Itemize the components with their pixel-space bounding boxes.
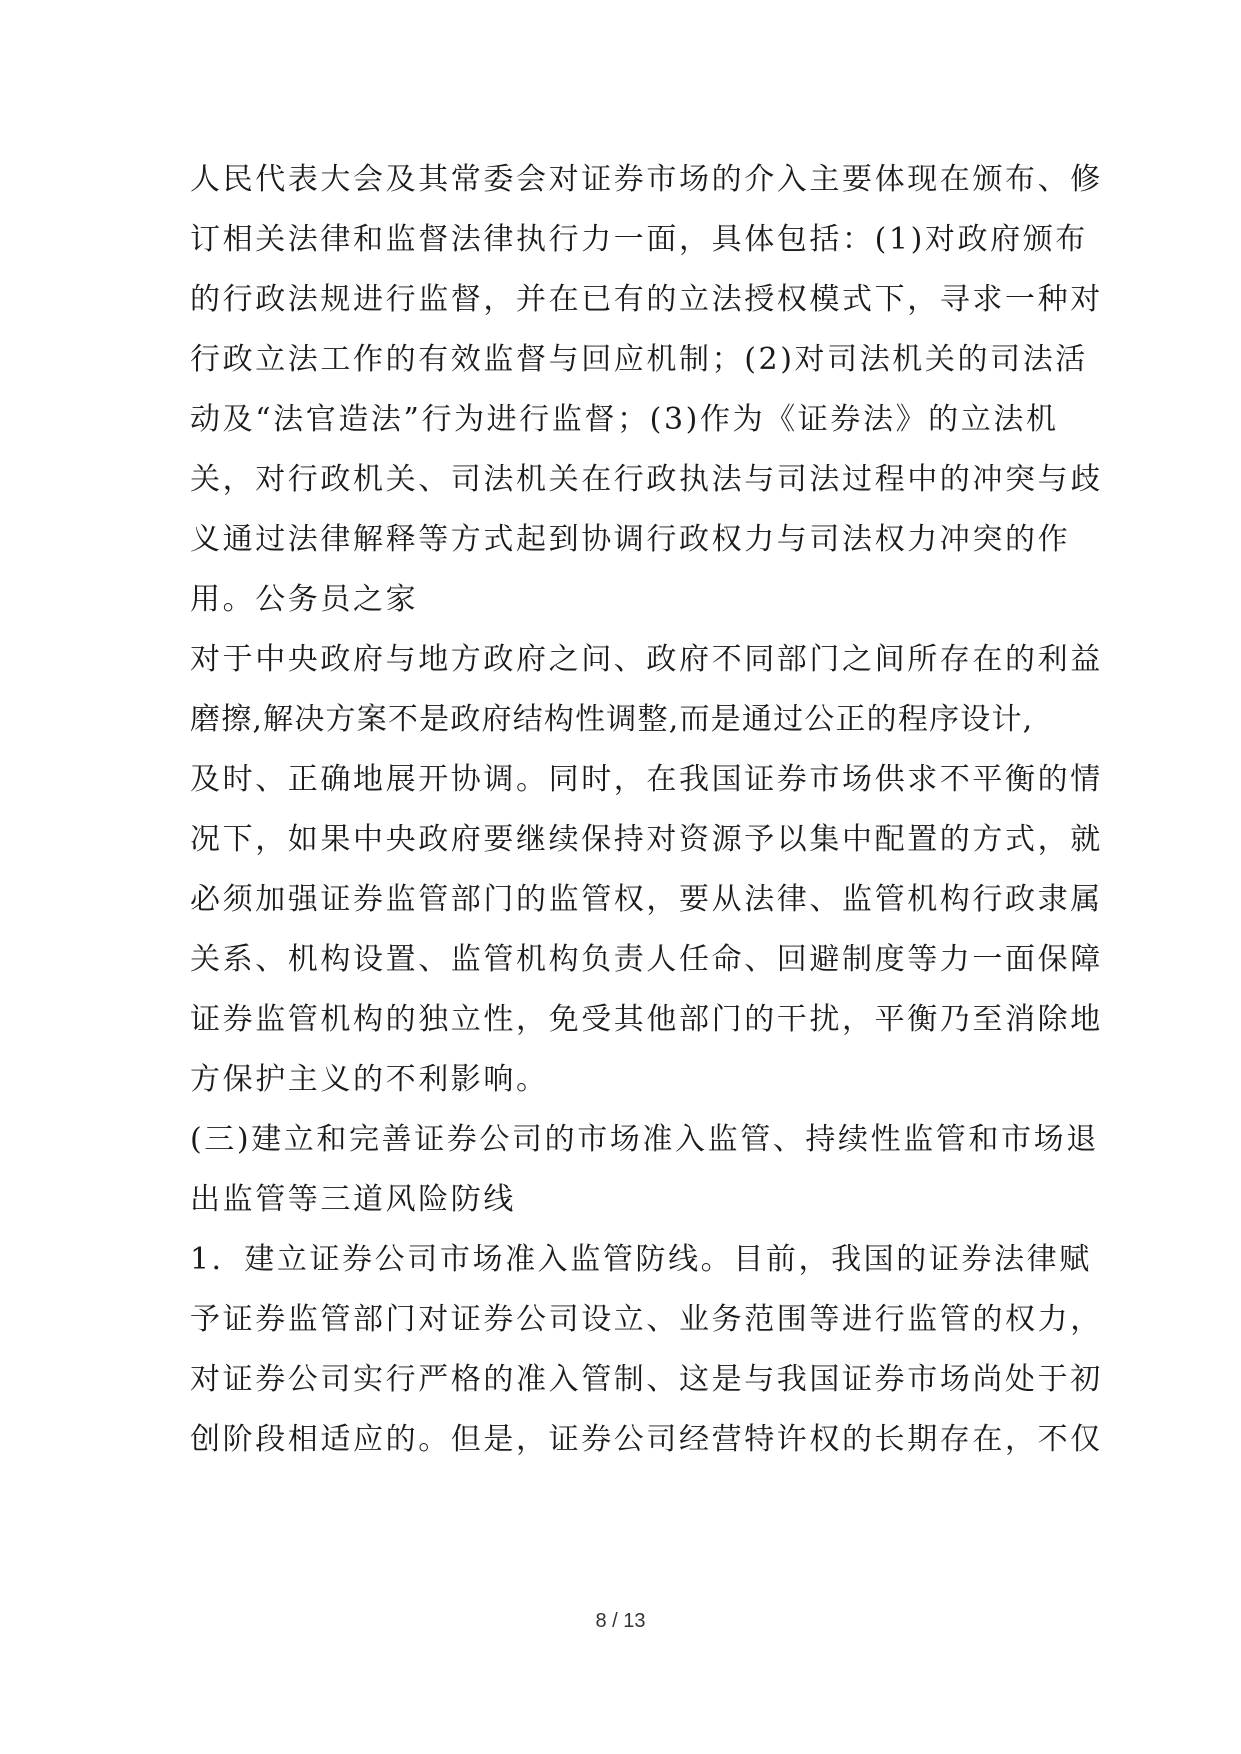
text-line: 关系、机构设置、监管机构负责人任命、回避制度等力一面保障 [190, 942, 1103, 977]
text-line: 的行政法规进行监督，并在已有的立法授权模式下，寻求一种对 [190, 282, 1103, 317]
text-line: 证券监管机构的独立性，免受其他部门的干扰，平衡乃至消除地 [190, 1002, 1103, 1037]
text-line: 订相关法律和监督法律执行力一面，具体包括：(1)对政府颁布 [190, 222, 1088, 257]
body-text [190, 150, 1103, 1470]
text-line: 关，对行政机关、司法机关在行政执法与司法过程中的冲突与歧 [190, 462, 1103, 497]
text-line: 必须加强证券监管部门的监管权，要从法律、监管机构行政隶属 [190, 882, 1103, 917]
text-line: 人民代表大会及其常委会对证券市场的介入主要体现在颁布、修 [190, 162, 1103, 197]
page-number: 8 / 13 [595, 1610, 646, 1632]
text-line: 况下，如果中央政府要继续保持对资源予以集中配置的方式，就 [190, 822, 1103, 857]
text-line: 用。公务员之家 [190, 582, 419, 617]
section-heading: (三)建立和完善证券公司的市场准入监管、持续性监管和市场退 [190, 1122, 1099, 1157]
text-line: 行政立法工作的有效监督与回应机制；(2)对司法机关的司法活 [190, 342, 1088, 377]
text-line: 义通过法律解释等方式起到协调行政权力与司法权力冲突的作 [190, 522, 1071, 557]
text-line: 及时、正确地展开协调。同时，在我国证券市场供求不平衡的情 [190, 762, 1103, 797]
text-line: 对于中央政府与地方政府之问、政府不同部门之间所存在的利益 [190, 642, 1103, 677]
text-line: 动及“法官造法”行为进行监督；(3)作为《证券法》的立法机 [190, 402, 1059, 437]
text-line: 磨擦,解决方案不是政府结构性调整,而是通过公正的程序设计, [190, 702, 1034, 737]
text-line: 1．建立证券公司市场准入监管防线。目前，我国的证券法律赋 [190, 1242, 1092, 1277]
text-line: 创阶段相适应的。但是，证券公司经营特许权的长期存在，不仅 [190, 1422, 1103, 1457]
text-line: 予证券监管部门对证券公司设立、业务范围等进行监管的权力， [190, 1302, 1103, 1337]
text-line: 对证券公司实行严格的准入管制、这是与我国证券市场尚处于初 [190, 1362, 1103, 1397]
section-heading-continued: 出监管等三道风险防线 [190, 1182, 516, 1217]
text-line: 方保护主义的不利影响。 [190, 1062, 549, 1097]
